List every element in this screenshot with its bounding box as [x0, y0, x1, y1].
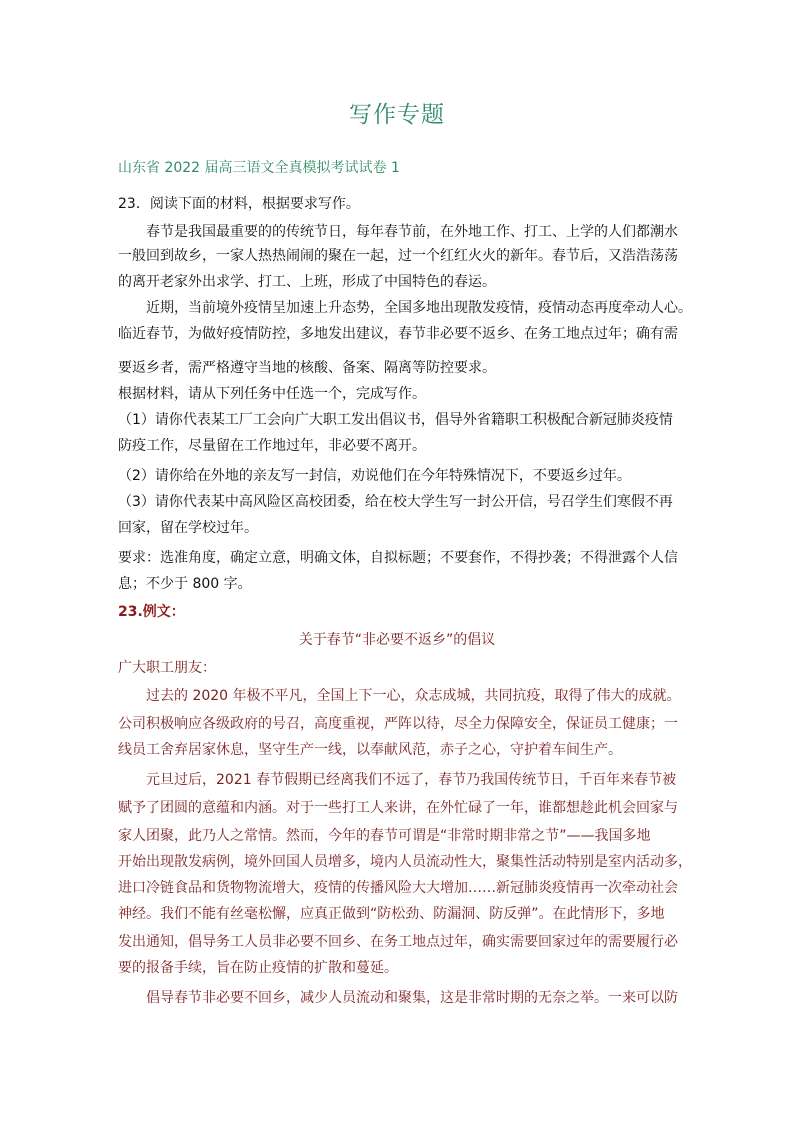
example-label: 23.例文：: [118, 604, 185, 620]
question-line: 23．阅读下面的材料，根据要求写作。: [118, 196, 360, 212]
essay-line: 倡导春节非必要不回乡，减少人员流动和聚集，这是非常时期的无奈之举。一来可以防: [146, 990, 678, 1006]
question-line: 防疫工作，尽量留在工作地过年，非必要不离开。: [118, 438, 426, 454]
question-line: 近期，当前境外疫情呈加速上升态势，全国多地出现散发疫情，疫情动态再度牵动人心。: [146, 300, 692, 316]
essay-line: 赋予了团圆的意蕴和内涵。对于一些打工人来讲，在外忙碌了一年，谁都想趁此机会回家与: [118, 800, 678, 816]
question-line: 春节是我国最重要的的传统节日，每年春节前，在外地工作、打工、上学的人们都潮水: [146, 224, 678, 240]
essay-line: 要的报备手续，旨在防止疫情的扩散和蔓延。: [118, 960, 398, 976]
question-line: 息；不少于 800 字。: [118, 576, 252, 592]
question-line: 要求：选准角度，确定立意，明确文体，自拟标题；不要套作，不得抄袭；不得泄露个人信: [118, 550, 678, 566]
question-line: （3）请你代表某中高风险区高校团委，给在校大学生写一封公开信，号召学生们寒假不再: [118, 494, 673, 510]
question-line: 临近春节，为做好疫情防控，多地发出建议，春节非必要不返乡、在务工地点过年；确有需: [118, 326, 678, 342]
essay-line: 公司积极响应各级政府的号召，高度重视，严阵以待，尽全力保障安全，保证员工健康；一: [118, 716, 678, 732]
question-line: （1）请你代表某工厂工会向广大职工发出倡议书，倡导外省籍职工积极配合新冠肺炎疫情: [118, 412, 673, 428]
source-line: 山东省 2022 届高三语文全真模拟考试试卷 1: [118, 160, 400, 176]
essay-line: 开始出现散发病例，境外回国人员增多，境内人员流动性大，聚集性活动特别是室内活动多，: [118, 854, 692, 870]
question-line: （2）请你给在外地的亲友写一封信，劝说他们在今年特殊情况下，不要返乡过年。: [118, 468, 631, 484]
question-line: 回家，留在学校过年。: [118, 520, 258, 536]
essay-line: 进口冷链食品和货物物流增大，疫情的传播风险大大增加……新冠肺炎疫情再一次牵动社会: [118, 880, 678, 896]
question-line: 根据材料，请从下列任务中任选一个，完成写作。: [118, 386, 426, 402]
essay-line: 线员工舍弃居家休息，坚守生产一线，以奉献风范，赤子之心，守护着车间生产。: [118, 742, 622, 758]
essay-line: 发出通知，倡导务工人员非必要不回乡、在务工地点过年，确实需要回家过年的需要履行必: [118, 934, 678, 950]
question-line: 的离开老家外出求学、打工、上班，形成了中国特色的春运。: [118, 274, 496, 290]
essay-line: 元旦过后，2021 春节假期已经离我们不远了，春节乃我国传统节日，千百年来春节被: [146, 772, 677, 788]
page-title: 写作专题: [349, 102, 445, 128]
essay-greeting: 广大职工朋友：: [118, 660, 216, 676]
essay-title: 关于春节“非必要不返乡”的倡议: [298, 632, 496, 648]
essay-line: 家人团聚，此乃人之常情。然而，今年的春节可谓是“非常时期非常之节”——我国多地: [118, 828, 651, 844]
question-line: 要返乡者，需严格遵守当地的核酸、备案、隔离等防控要求。: [118, 360, 496, 376]
question-line: 一般回到故乡，一家人热热闹闹的聚在一起，过一个红红火火的新年。春节后，又浩浩荡荡: [118, 248, 678, 264]
essay-line: 神经。我们不能有丝毫松懈，应真正做到“防松劲、防漏洞、防反弹”。在此情形下，多地: [118, 906, 665, 922]
essay-line: 过去的 2020 年极不平凡，全国上下一心，众志成城，共同抗疫，取得了伟大的成就。: [146, 688, 681, 704]
